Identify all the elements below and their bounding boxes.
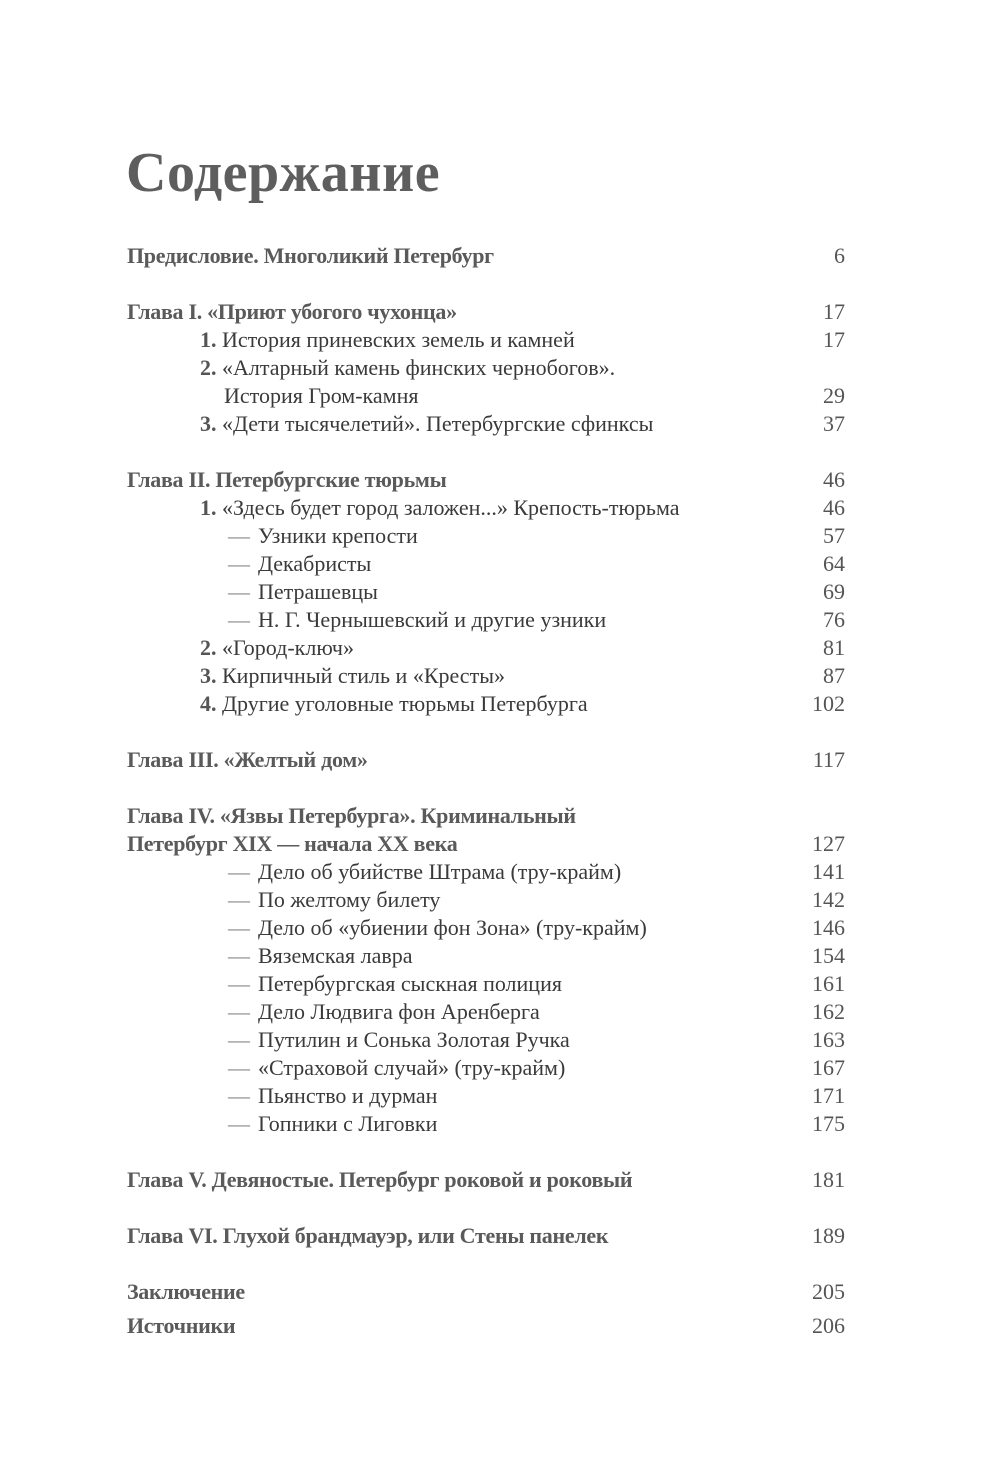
entry-text: По желтому билету xyxy=(258,887,441,912)
entry-text: Петербургская сыскная полиция xyxy=(258,971,562,996)
page-number: 102 xyxy=(812,691,845,716)
spacer xyxy=(127,1194,845,1222)
page-number: 189 xyxy=(812,1223,845,1248)
toc-chapter-entry[interactable] xyxy=(127,1166,845,1194)
entry-title xyxy=(127,1166,632,1194)
toc-section-entry[interactable] xyxy=(127,662,845,690)
page-title: Содержание xyxy=(126,142,441,204)
entry-title xyxy=(127,1312,235,1340)
entry-title xyxy=(258,998,540,1026)
section-number: 2. xyxy=(200,355,217,380)
dash-marker: — xyxy=(228,999,250,1024)
toc-section-entry[interactable] xyxy=(127,1054,845,1082)
entry-text: Источники xyxy=(127,1313,236,1338)
entry-text: Путилин и Сонька Золотая Ручка xyxy=(258,1027,570,1052)
entry-text: Дело об убийстве Штрама (тру-крайм) xyxy=(258,859,622,884)
entry-title xyxy=(258,970,562,998)
entry-text: Вяземская лавра xyxy=(258,943,413,968)
spacer xyxy=(127,270,845,298)
entry-title xyxy=(127,298,457,326)
toc-section-entry[interactable] xyxy=(127,326,845,354)
entry-title xyxy=(258,914,647,942)
dash-marker: — xyxy=(228,607,250,632)
toc-section-entry[interactable] xyxy=(127,858,845,886)
toc-section-entry[interactable] xyxy=(127,354,845,382)
page-number: 46 xyxy=(823,495,845,520)
section-number: 1. xyxy=(200,327,217,352)
entry-title xyxy=(127,1278,245,1306)
entry-title xyxy=(200,662,505,690)
entry-text: Дело Людвига фон Аренберга xyxy=(258,999,540,1024)
spacer xyxy=(127,438,845,466)
entry-title xyxy=(258,578,378,606)
toc-chapter-entry[interactable] xyxy=(127,746,845,774)
page-number: 117 xyxy=(812,747,845,772)
toc-section-entry[interactable] xyxy=(127,606,845,634)
page-number: 64 xyxy=(823,551,845,576)
entry-title xyxy=(258,1110,437,1138)
spacer xyxy=(127,718,845,746)
dash-marker: — xyxy=(228,915,250,940)
entry-title xyxy=(200,494,680,522)
page-number: 154 xyxy=(812,943,845,968)
entry-text: Дело об «убиении фон Зона» (тру-крайм) xyxy=(258,915,647,940)
entry-text: Предисловие. Многоликий Петербург xyxy=(127,243,494,268)
entry-text: Петрашевцы xyxy=(258,579,378,604)
section-number: 4. xyxy=(200,691,217,716)
entry-text: Глава V. Девяностые. Петербург роковой и роковый xyxy=(127,1167,633,1192)
toc-section-entry[interactable] xyxy=(127,1110,845,1138)
page-number: 206 xyxy=(812,1313,845,1338)
entry-title xyxy=(258,606,606,634)
page-number: 81 xyxy=(823,635,845,660)
entry-title xyxy=(200,326,575,354)
toc-chapter-entry[interactable] xyxy=(127,298,845,326)
dash-marker: — xyxy=(228,1111,250,1136)
section-number: 3. xyxy=(200,663,217,688)
entry-text: Глава VI. Глухой брандмауэр, или Стены панелек xyxy=(127,1223,609,1248)
entry-title xyxy=(127,466,446,494)
toc-chapter-entry[interactable] xyxy=(127,466,845,494)
entry-text: Пьянство и дурман xyxy=(258,1083,438,1108)
page-number: 141 xyxy=(812,859,845,884)
entry-text: История Гром-камня xyxy=(224,383,419,408)
toc-chapter-entry[interactable] xyxy=(127,1278,845,1306)
toc-section-entry[interactable] xyxy=(127,634,845,662)
dash-marker: — xyxy=(228,1027,250,1052)
dash-marker: — xyxy=(228,579,250,604)
entry-text: «Страховой случай» (тру-крайм) xyxy=(258,1055,566,1080)
entry-text: Петербург XIX — начала XX века xyxy=(127,831,458,856)
section-number: 1. xyxy=(200,495,217,520)
entry-title xyxy=(224,382,418,410)
entry-title xyxy=(200,634,354,662)
entry-title xyxy=(127,242,494,270)
entry-title xyxy=(127,830,457,858)
section-number: 2. xyxy=(200,635,217,660)
page-number: 17 xyxy=(823,327,845,352)
entry-text: Узники крепости xyxy=(258,523,418,548)
entry-text: «Город-ключ» xyxy=(222,635,354,660)
toc-chapter-entry[interactable] xyxy=(127,1222,845,1250)
page-number: 87 xyxy=(823,663,845,688)
entry-title xyxy=(258,1082,437,1110)
page-number: 37 xyxy=(823,411,845,436)
entry-title xyxy=(258,858,621,886)
entry-text: Н. Г. Чернышевский и другие узники xyxy=(258,607,607,632)
page-number: 167 xyxy=(812,1055,845,1080)
page-number: 69 xyxy=(823,579,845,604)
entry-title xyxy=(127,1222,608,1250)
entry-title xyxy=(258,1054,565,1082)
toc-section-entry[interactable] xyxy=(127,942,845,970)
page-number: 205 xyxy=(812,1279,845,1304)
toc-section-entry[interactable] xyxy=(127,1026,845,1054)
toc-chapter-entry[interactable] xyxy=(127,802,845,830)
toc-chapter-entry[interactable] xyxy=(127,830,845,858)
page-number: 171 xyxy=(812,1083,845,1108)
dash-marker: — xyxy=(228,971,250,996)
page-number: 146 xyxy=(812,915,845,940)
entry-text: «Дети тысячелетий». Петербургские сфинксы xyxy=(222,411,654,436)
toc-section-entry[interactable] xyxy=(127,690,845,718)
page-number: 142 xyxy=(812,887,845,912)
toc-chapter-entry[interactable] xyxy=(127,242,845,270)
page-number: 127 xyxy=(812,831,845,856)
entry-text: «Здесь будет город заложен...» Крепость-тюрьма xyxy=(222,495,680,520)
dash-marker: — xyxy=(228,1083,250,1108)
entry-title xyxy=(258,942,413,970)
entry-text: Другие уголовные тюрьмы Петербурга xyxy=(222,691,588,716)
entry-title xyxy=(200,354,615,382)
table-of-contents xyxy=(127,242,845,1340)
entry-title xyxy=(258,522,418,550)
spacer xyxy=(127,1138,845,1166)
entry-text: История приневских земель и камней xyxy=(222,327,575,352)
entry-title xyxy=(200,410,653,438)
toc-section-entry[interactable] xyxy=(127,914,845,942)
toc-section-entry[interactable] xyxy=(127,998,845,1026)
entry-text: Глава IV. «Язвы Петербурга». Криминальный xyxy=(127,803,576,828)
page-number: 76 xyxy=(823,607,845,632)
entry-text: Гопники с Лиговки xyxy=(258,1111,438,1136)
dash-marker: — xyxy=(228,943,250,968)
entry-text: Глава III. «Желтый дом» xyxy=(127,747,368,772)
toc-section-entry[interactable] xyxy=(127,410,845,438)
dash-marker: — xyxy=(228,551,250,576)
entry-text: Заключение xyxy=(127,1279,245,1304)
entry-title xyxy=(127,746,368,774)
page-number: 175 xyxy=(812,1111,845,1136)
spacer xyxy=(127,774,845,802)
toc-section-entry[interactable] xyxy=(127,1082,845,1110)
page-number: 161 xyxy=(812,971,845,996)
entry-title xyxy=(258,886,440,914)
page-number: 57 xyxy=(823,523,845,548)
page-number: 163 xyxy=(812,1027,845,1052)
page-number: 46 xyxy=(823,467,845,492)
entry-title xyxy=(258,1026,570,1054)
entry-text: Декабристы xyxy=(258,551,372,576)
entry-title xyxy=(258,550,371,578)
toc-section-entry[interactable] xyxy=(127,382,845,410)
section-number: 3. xyxy=(200,411,217,436)
toc-section-entry[interactable] xyxy=(127,550,845,578)
dash-marker: — xyxy=(228,859,250,884)
toc-chapter-entry[interactable] xyxy=(127,1312,845,1340)
page-number: 6 xyxy=(834,243,845,268)
page-number: 181 xyxy=(812,1167,845,1192)
entry-text: Кирпичный стиль и «Кресты» xyxy=(222,663,505,688)
toc-section-entry[interactable] xyxy=(127,970,845,998)
dash-marker: — xyxy=(228,1055,250,1080)
spacer xyxy=(127,1250,845,1278)
entry-text: Глава I. «Приют убогого чухонца» xyxy=(127,299,457,324)
page-number: 162 xyxy=(812,999,845,1024)
toc-section-entry[interactable] xyxy=(127,522,845,550)
entry-title xyxy=(200,690,588,718)
toc-section-entry[interactable] xyxy=(127,886,845,914)
entry-text: Глава II. Петербургские тюрьмы xyxy=(127,467,447,492)
toc-section-entry[interactable] xyxy=(127,578,845,606)
entry-title xyxy=(127,802,576,830)
dash-marker: — xyxy=(228,887,250,912)
toc-section-entry[interactable] xyxy=(127,494,845,522)
page-number: 29 xyxy=(823,383,845,408)
dash-marker: — xyxy=(228,523,250,548)
page-number: 17 xyxy=(823,299,845,324)
entry-text: «Алтарный камень финских чернобогов». xyxy=(222,355,616,380)
